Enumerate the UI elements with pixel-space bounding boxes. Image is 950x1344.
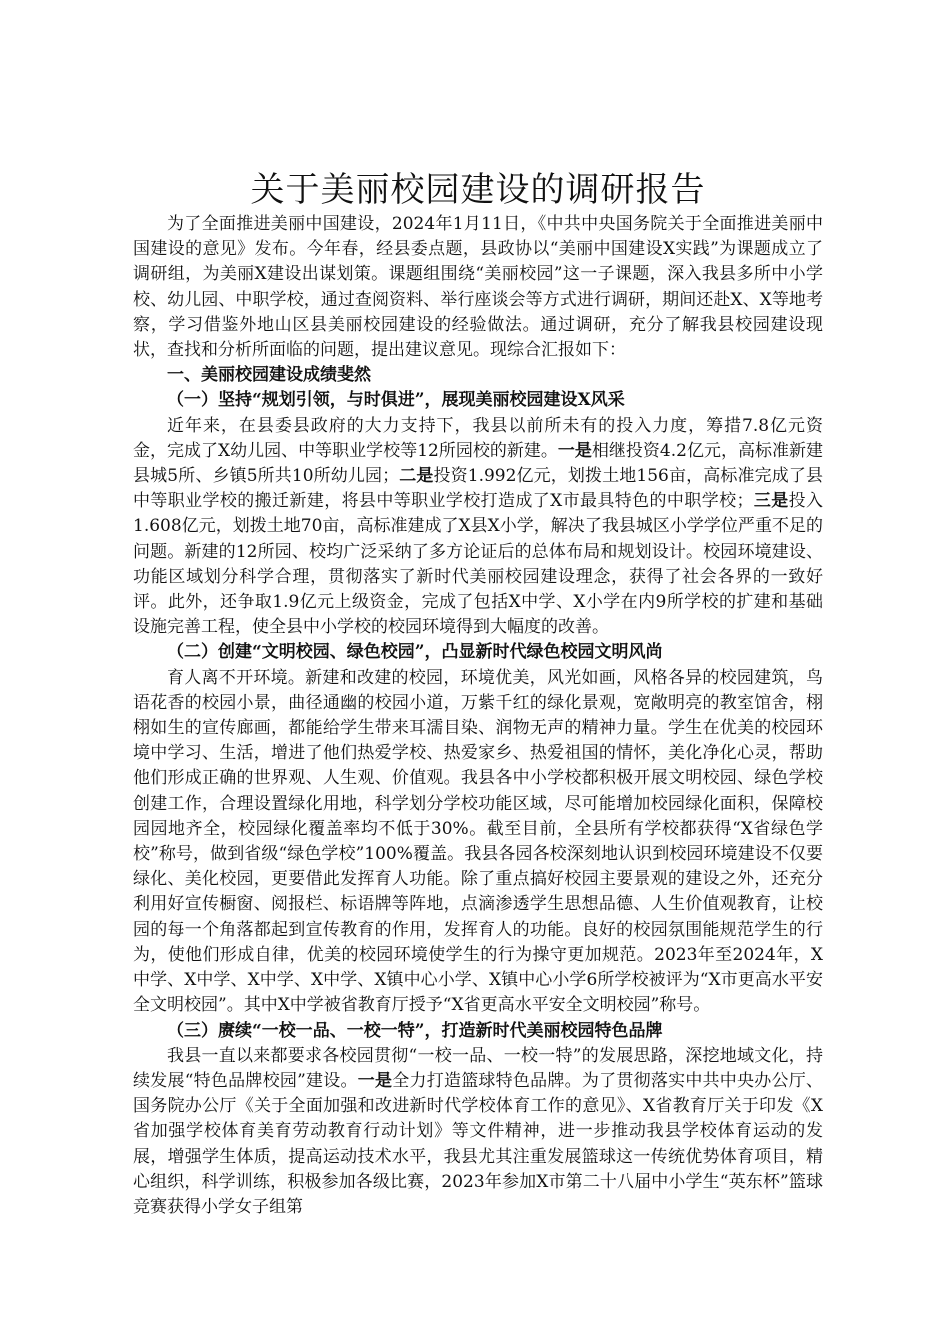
subsection-heading-2: （二）创建“文明校园、绿色校园”，凸显新时代绿色校园文明风尚 — [167, 642, 663, 663]
intro-paragraph: 为了全面推进美丽中国建设，2024年1月11日，《中共中央国务院关于全面推进美丽中国建设的意见》发布。今年春，经县委点题，县政协以“美丽中国建设X实践”为课题成立了调研组，为美丽X建设出谋划策。课题组围绕“美丽校园”这一子课题，深入我县多所中小学校、幼儿园、中职学校，通过查阅资料、举行座谈会等方式进行调研，期间还赴X、X等地考察，学习借鉴外地山区县美丽校园建设的经验做法。通过调研，充分了解我县校园建设现状，查找和分析所面临的问题，提出建议意见。现综合汇报如下： — [133, 214, 823, 361]
text-run: 我县一直以来都要求各校园贯彻“一校一品、一校一特”的发展思路，深挖地域文化，持续发展“特色品牌校园”建设。 — [133, 1045, 823, 1091]
text-run: 相继投资4.2亿元，高标准新建县城5所、乡镇5所共10所幼儿园； — [133, 440, 823, 487]
document-title: 关于美丽校园建设的调研报告 — [250, 170, 706, 210]
text-run: 投资1.992亿元，划拨土地156亩，高标准完成了县中等职业学校的搬迁新建，将县中等职业学校打造成了X市最具特色的中职学校； — [133, 466, 823, 512]
text-run: 全力打造篮球特色品牌。为了贯彻落实中共中央办公厅、国务院办公厅《关于全面加强和改进新时代学校体育工作的意见》、X省教育厅关于印发《X省加强学校体育美育劳动教育行动计划》等文件精神，进一步推动我县学校体育运动的发展，增强学生体质，提高运动技术水平，我县尤其注重发展篮球这一传统优势体育项目，精心组织，科学训练，积极参加各级比赛，2023年参加X市第二十八届中小学生“英东杯”篮球竞赛获得小学女子组第 — [133, 1070, 823, 1217]
keyword-third: 三是 — [753, 491, 789, 512]
section-heading-1: 一、美丽校园建设成绩斐然 — [167, 365, 371, 386]
text-run: 近年来，在县委县政府的大力支持下，我县以前所未有的投入力度，筹措7.8亿元资金，完成了X幼儿园、中等职业学校等12所园校的新建。 — [133, 415, 823, 461]
subsection-3-paragraph — [133, 1044, 823, 1220]
keyword-second: 二是 — [399, 466, 434, 487]
keyword-first: 一是 — [357, 1070, 393, 1091]
subsection-heading-3: （三）赓续“一校一品、一校一特”，打造新时代美丽校园特色品牌 — [167, 1020, 663, 1041]
text-run: 投入1.608亿元，划拨土地70亩，高标准建成了X县X小学，解决了我县城区小学学位严重不足的问题。新建的12所园、校均广泛采纳了多方论证后的总体布局和规划设计。校园环境建设、功能区域划分科学合理，贯彻落实了新时代美丽校园建设理念，获得了社会各界的一致好评。此外，还争取1.9亿元上级资金，完成了包括X中学、X小学在内9所学校的扩建和基础设施完善工程，使全县中小学校的校园环境得到大幅度的改善。 — [133, 491, 824, 638]
subsection-2-paragraph: 育人离不开环境。新建和改建的校园，环境优美，风光如画，风格各异的校园建筑，鸟语花香的校园小景，曲径通幽的校园小道，万紫千红的绿化景观，宽敞明亮的教室馆舍，栩栩如生的宣传廊画，都能给学生带来耳濡目染、润物无声的精神力量。学生在优美的校园环境中学习、生活，增进了他们热爱学校、热爱家乡、热爱祖国的情怀，美化净化心灵，帮助他们形成正确的世界观、人生观、价值观。我县各中小学校都积极开展文明校园、绿色学校创建工作，合理设置绿化用地，科学划分学校功能区域，尽可能增加校园绿化面积，保障校园园地齐全，校园绿化覆盖率均不低于30%。截至目前，全县所有学校都获得“X省绿色学校”称号，做到省级“绿色学校”100%覆盖。我县各园各校深刻地认识到校园环境建设不仅要绿化、美化校园，更要借此发挥育人功能。除了重点搞好校园主要景观的建设之外，还充分利用好宣传橱窗、阅报栏、标语牌等阵地，点滴渗透学生思想品德、人生价值观教育，让校园的每一个角落都起到宣传教育的作用，发挥育人的功能。良好的校园氛围能规范学生的行为，使他们形成自律，优美的校园环境使学生的行为操守更加规范。2023年至2024年，X中学、X中学、X中学、X中学、X镇中心小学、X镇中心小学6所学校被评为“X市更高水平安全文明校园”。其中X中学被省教育厅授予“X省更高水平安全文明校园”称号。 — [133, 667, 823, 1016]
document-body — [133, 168, 823, 1220]
subsection-heading-1: （一）坚持“规划引领，与时俱进”，展现美丽校园建设X风采 — [167, 390, 625, 411]
keyword-first: 一是 — [557, 440, 592, 461]
subsection-1-paragraph — [133, 414, 823, 641]
